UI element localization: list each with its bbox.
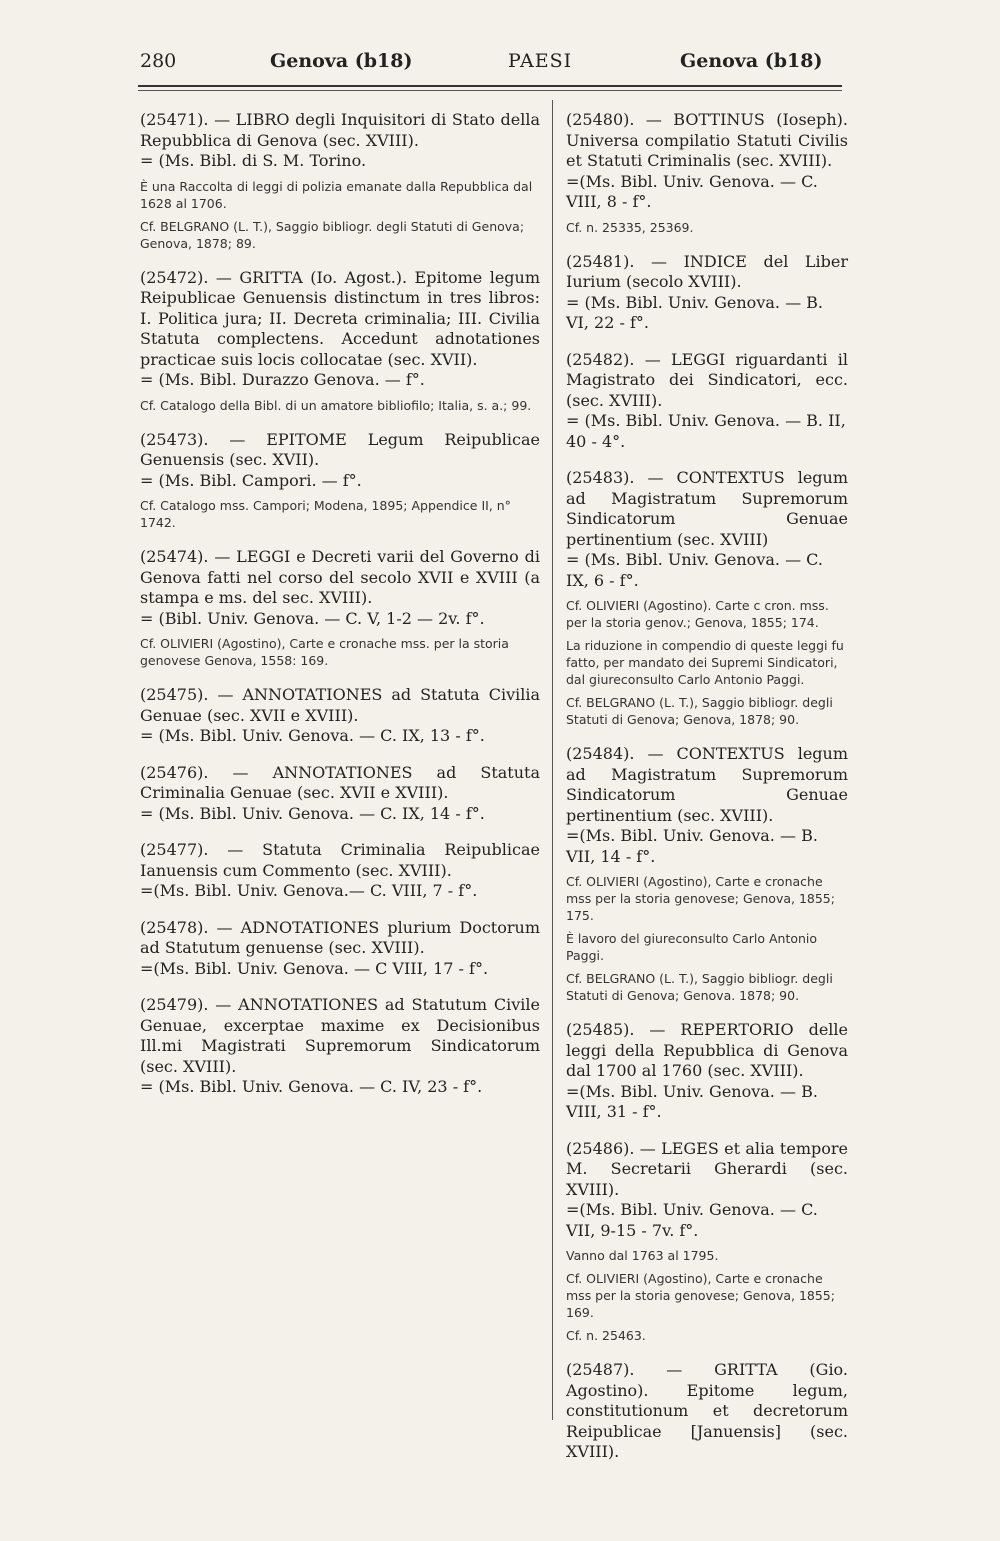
running-header: [140, 50, 840, 90]
catalog-entry: [140, 110, 540, 252]
catalog-entry: [140, 995, 540, 1098]
catalog-entry: [140, 840, 540, 902]
column-divider: [552, 100, 553, 1420]
entry-location: = (Ms. Bibl. Univ. Genova. — C. IV, 23 - f°.: [140, 1077, 483, 1096]
entry-note: Cf. BELGRANO (L. T.), Saggio bibliogr. degli Statuti di Genova; Genova, 1878; 90.: [566, 695, 833, 727]
catalog-entry: [566, 110, 848, 236]
entry-location: = (Ms. Bibl. Univ. Genova. — C. IX, 14 - f°.: [140, 803, 485, 823]
catalog-entry: [140, 268, 540, 414]
entry-note: Cf. BELGRANO (L. T.), Saggio bibliogr. degli Statuti di Genova; Genova, 1878; 89.: [140, 218, 525, 251]
entry-description: (25483). — CONTEXTUS legum ad Magistratum Supremorum Sindicatorum Genuae pertinentium (sec. XVIII): [566, 468, 848, 549]
entry-location: = (Ms. Bibl. Durazzo Genova. — f°.: [140, 370, 425, 389]
catalog-entry: [140, 547, 540, 669]
entry-note: Cf. OLIVIERI (Agostino), Carte e cronache mss per la storia genovese; Genova, 1855; 169.: [566, 1271, 835, 1320]
entry-description: (25475). — ANNOTATIONES ad Statuta Civilia Genuae (sec. XVII e XVIII).: [140, 685, 540, 725]
entry-description: (25477). — Statuta Criminalia Reipublicae Ianuensis cum Commento (sec. XVIII).: [140, 840, 540, 880]
entry-description: (25478). — ADNOTATIONES plurium Doctorum ad Statutum genuense (sec. XVIII).: [140, 917, 540, 957]
entry-description: (25480). — BOTTINUS (Ioseph). Universa compilatio Statuti Civilis et Statuti Criminalis (sec. XVIII).: [566, 110, 848, 170]
entry-location: = (Ms. Bibl. Univ. Genova. — C. IX, 6 - f°.: [566, 550, 823, 590]
entry-location: =(Ms. Bibl. Univ. Genova. — C. VIII, 8 - f°.: [566, 171, 818, 211]
entry-location: = (Ms. Bibl. Univ. Genova. — B. II, 40 - 4°.: [566, 411, 846, 451]
entry-note: Cf. BELGRANO (L. T.), Saggio bibliogr. degli Statuti di Genova; Genova. 1878; 90.: [566, 971, 833, 1003]
entry-location: =(Ms. Bibl. Univ. Genova. — C VIII, 17 - f°.: [140, 958, 489, 978]
header-rule-thin: [138, 90, 842, 91]
entry-location: =(Ms. Bibl. Univ. Genova.— C. VIII, 7 - f°.: [140, 881, 478, 900]
entry-note: È una Raccolta di leggi di polizia emanate dalla Repubblica dal 1628 al 1706.: [140, 178, 533, 211]
entry-location: =(Ms. Bibl. Univ. Genova. — B. VII, 14 - f°.: [566, 826, 818, 866]
entry-description: (25471). — LIBRO degli Inquisitori di Stato della Repubblica di Genova (sec. XVIII).: [140, 110, 540, 150]
catalog-entry: [140, 763, 540, 825]
entry-description: (25482). — LEGGI riguardanti il Magistrato dei Sindicatori, ecc. (sec. XVIII).: [566, 349, 848, 410]
entry-note: Cf. n. 25463.: [566, 1328, 646, 1343]
entry-note: Cf. Catalogo mss. Campori; Modena, 1895; Appendice II, n° 1742.: [140, 498, 511, 530]
header-rule: [138, 85, 842, 87]
entry-note: Cf. n. 25335, 25369.: [566, 219, 694, 235]
left-column: [140, 110, 540, 1114]
entry-description: (25476). — ANNOTATIONES ad Statuta Criminalia Genuae (sec. XVII e XVIII).: [140, 762, 540, 802]
entry-note: Cf. Catalogo della Bibl. di un amatore bibliofilo; Italia, s. a.; 99.: [140, 397, 532, 413]
entry-description: (25474). — LEGGI e Decreti varii del Governo di Genova fatti nel corso del secolo XVII e XVIII (a stampa e ms. del sec. XVIII).: [140, 547, 540, 607]
entry-note: Cf. OLIVIERI (Agostino). Carte c cron. mss. per la storia genov.; Genova, 1855; 174.: [566, 598, 829, 630]
catalog-entry: [566, 1020, 848, 1123]
entry-note: È lavoro del giureconsulto Carlo Antonio Paggi.: [566, 931, 818, 963]
entry-note: Cf. OLIVIERI (Agostino), Carte e cronache mss per la storia genovese; Genova, 1855; 175.: [566, 874, 835, 923]
entry-description: (25481). — INDICE del Liber Iurium (secolo XVIII).: [566, 251, 848, 291]
header-right-title: Genova (b18): [680, 50, 823, 72]
catalog-entry: [566, 350, 848, 453]
catalog-entry: [140, 918, 540, 980]
catalog-entry: [566, 468, 848, 728]
catalog-entry: [140, 430, 540, 532]
entry-location: = (Ms. Bibl. Univ. Genova. — B. VI, 22 - f°.: [566, 292, 823, 332]
header-left-title: Genova (b18): [270, 50, 413, 72]
entry-location: = (Ms. Bibl. Campori. — f°.: [140, 470, 362, 490]
entry-note: La riduzione in compendio di queste leggi fu fatto, per mandato dei Supremi Sindicatori, dal giureconsulto Carlo Antonio Paggi.: [566, 638, 844, 687]
catalog-entry: [566, 252, 848, 334]
entry-location: = (Bibl. Univ. Genova. — C. V, 1-2 — 2v. f°.: [140, 608, 485, 628]
entry-description: (25479). — ANNOTATIONES ad Statutum Civile Genuae, excerptae maxime ex Decisionibus Ill.mi Magistrati Supremorum Sindicatorum (sec. XVIII).: [140, 995, 540, 1076]
entry-location: = (Ms. Bibl. di S. M. Torino.: [140, 151, 367, 170]
page-number: 280: [140, 50, 177, 72]
right-column: [566, 110, 848, 1479]
entry-note: Vanno dal 1763 al 1795.: [566, 1248, 719, 1263]
entry-description: (25485). — REPERTORIO delle leggi della Repubblica di Genova dal 1700 al 1760 (sec. XVIII).: [566, 1020, 848, 1080]
entry-location: =(Ms. Bibl. Univ. Genova. — B. VIII, 31 - f°.: [566, 1081, 818, 1121]
catalog-entry: [566, 1139, 848, 1345]
entry-description: (25473). — EPITOME Legum Reipublicae Genuensis (sec. XVII).: [140, 429, 540, 469]
catalog-entry: [566, 1360, 848, 1463]
entry-description: (25487). — GRITTA (Gio. Agostino). Epitome legum, constitutionum et decretorum Reipublicae [Januensis] (sec. XVIII).: [566, 1360, 848, 1461]
entry-description: (25472). — GRITTA (Io. Agost.). Epitome legum Reipublicae Genuensis distinctum in tres libros: I. Politica jura; II. Decreta criminalia; III. Civilia Statuta complectens. Accedunt adnotationes practicae suis locis collocatae (sec. XVII).: [140, 267, 540, 369]
catalog-entry: [566, 744, 848, 1004]
entry-location: = (Ms. Bibl. Univ. Genova. — C. IX, 13 - f°.: [140, 726, 485, 745]
entry-note: Cf. OLIVIERI (Agostino), Carte e cronache mss. per la storia genovese Genova, 1558: 169.: [140, 636, 509, 668]
catalog-entry: [140, 685, 540, 747]
entry-description: (25486). — LEGES et alia tempore M. Secretarii Gherardi (sec. XVIII).: [566, 1138, 848, 1199]
entry-description: (25484). — CONTEXTUS legum ad Magistratum Supremorum Sindicatorum Genuae pertinentium (sec. XVIII).: [566, 744, 848, 825]
header-section-title: PAESI: [508, 50, 573, 72]
entry-location: =(Ms. Bibl. Univ. Genova. — C. VII, 9-15 - 7v. f°.: [566, 1200, 818, 1240]
